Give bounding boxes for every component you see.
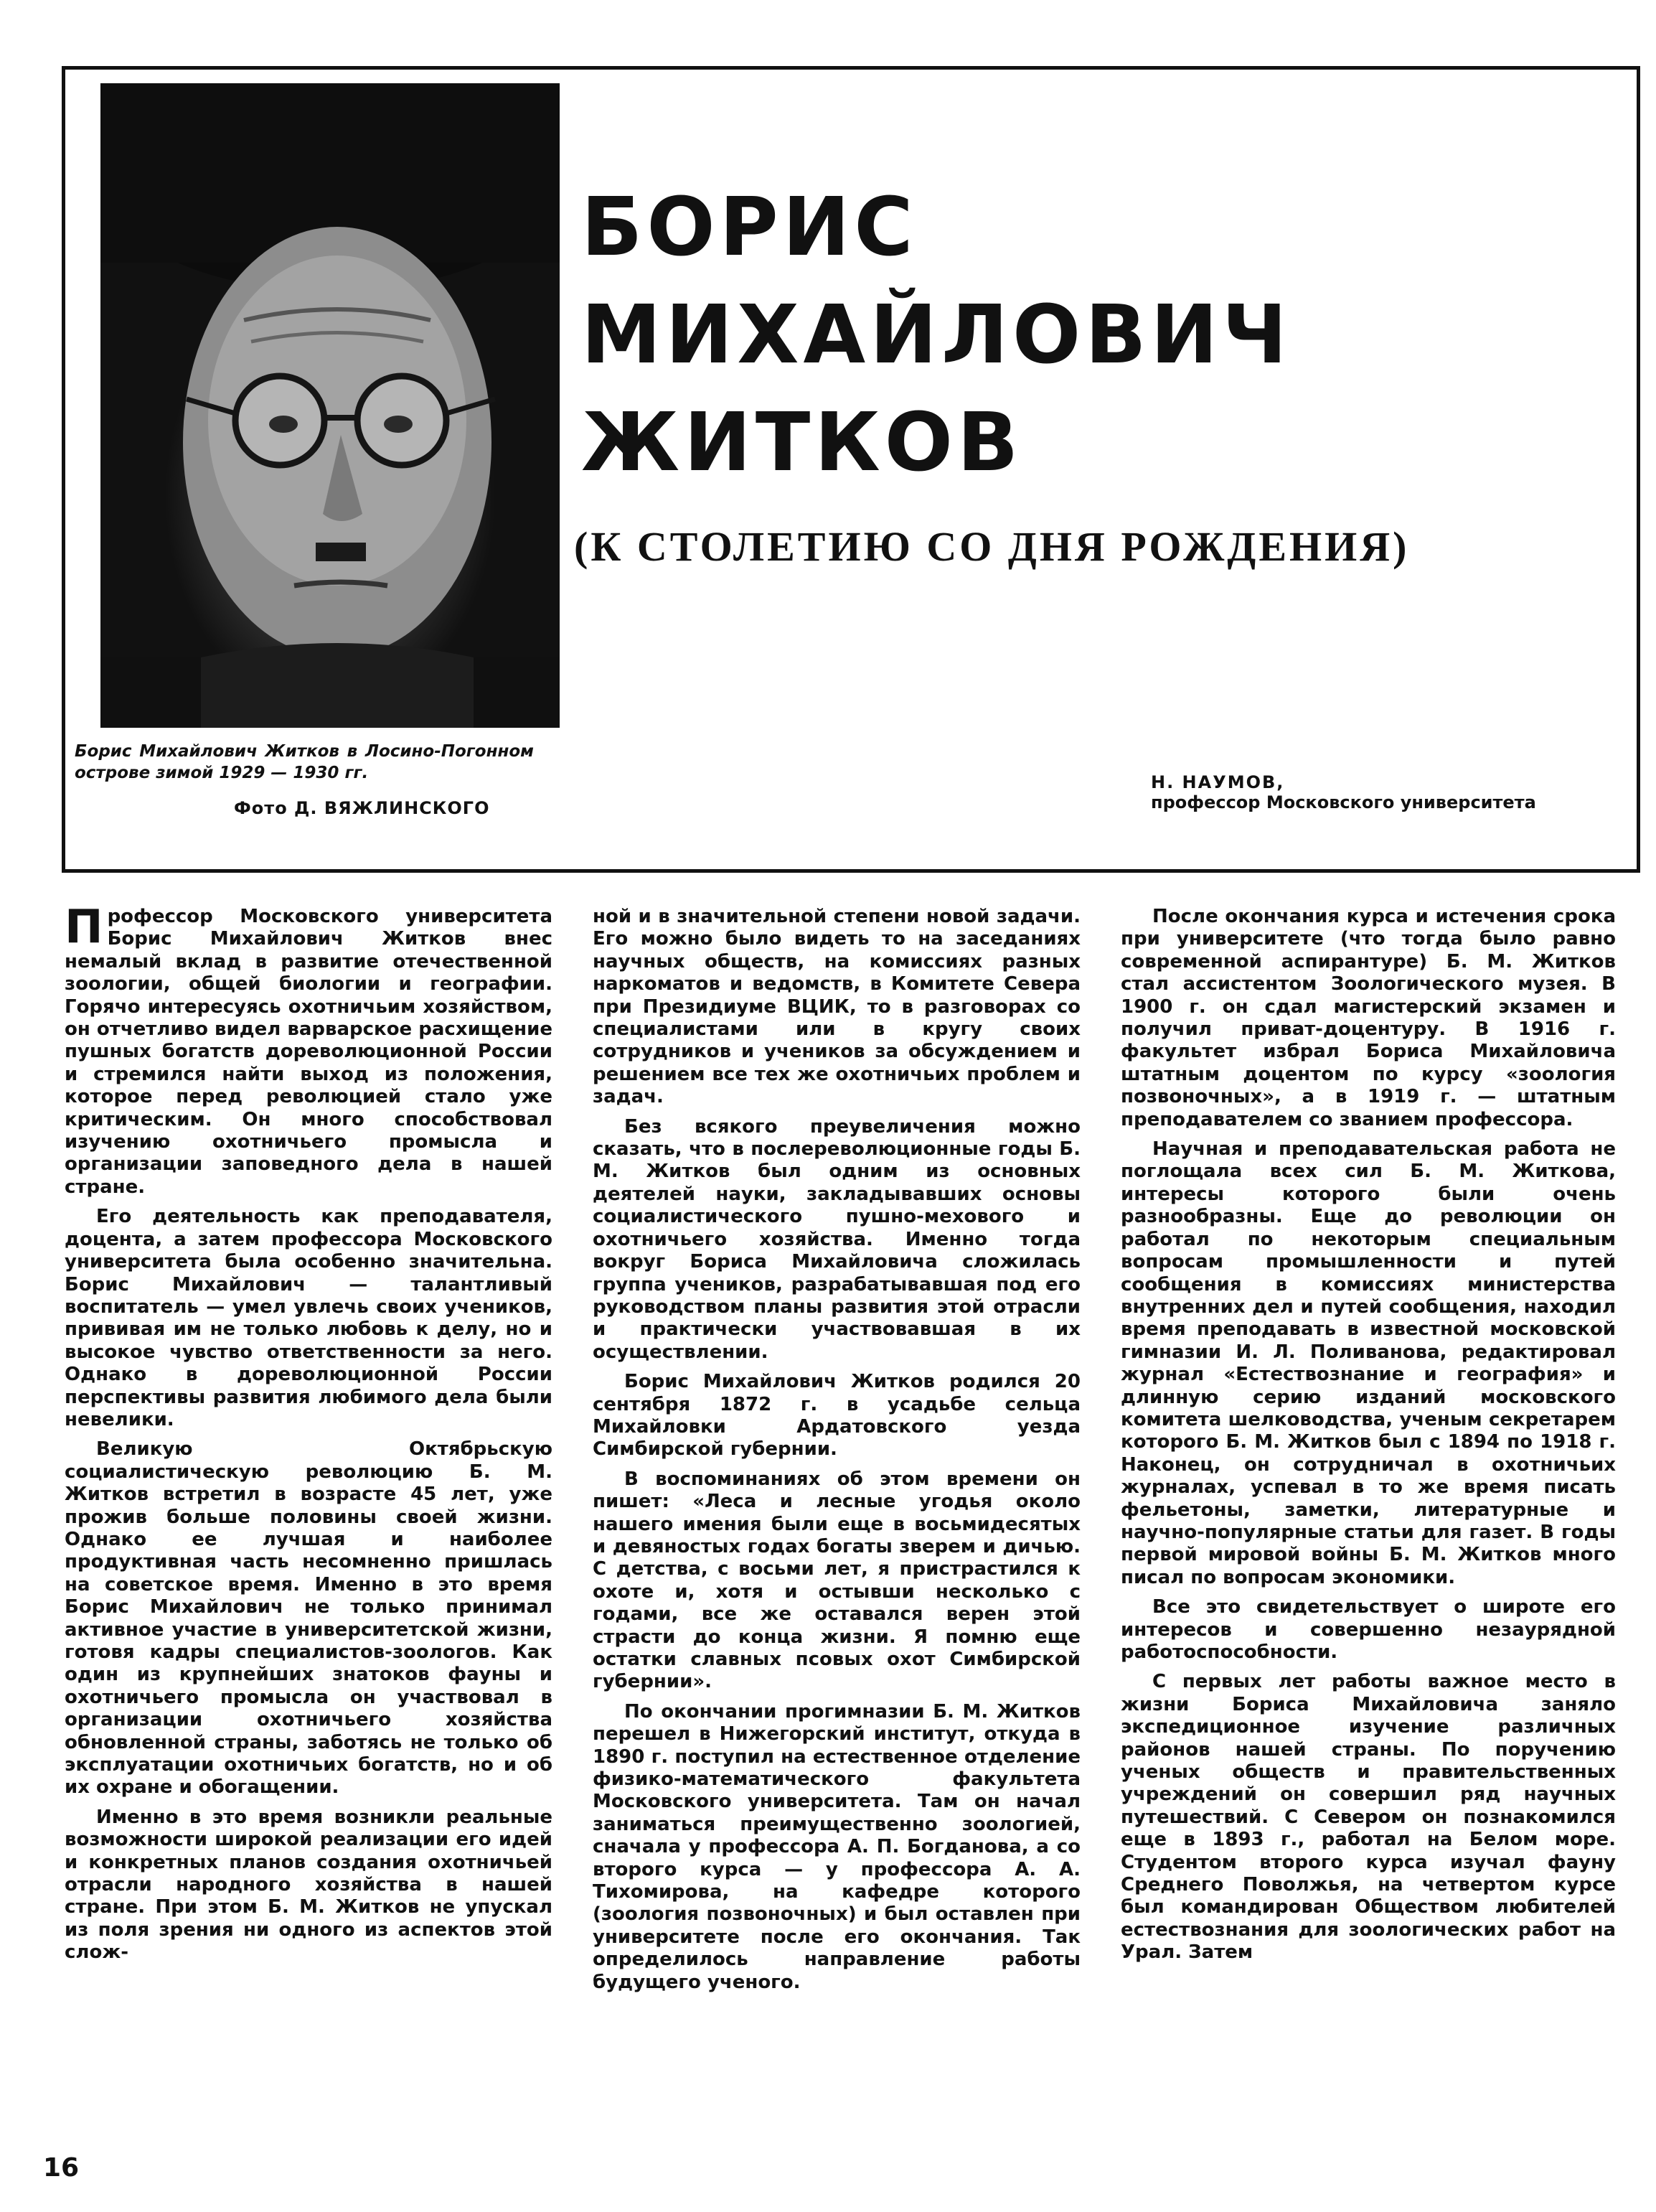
paragraph: Без всякого преувеличения можно сказать, что в послереволюционные годы Б. М. Житков был одним из основных деятелей науки, закладывавших основы социалистического пушно-мехового и охотничьего хозяйства. Именно тогда вокруг Бориса Михайловича сложилась группа учеников, разрабатывавшая под его руководством планы развития этой отрасли и практически участвовавшая в их осуществлении. <box>593 1115 1081 1363</box>
author-title: профессор Московского университета <box>1151 792 1536 812</box>
paragraph: Великую Октябрьскую социалистическую революцию Б. М. Житков встретил в возрасте 45 лет, уже прожив больше половины своей жизни. Однако ее лучшая и наиболее продуктивная часть несомненно пришлась на советское время. Именно в это время Борис Михайлович не только принимал активное участие в университетской жизни, готовя кадры специалистов-зоологов. Как один из крупнейших знатоков фауны и охотничьего промысла он участвовал в организации охотничьего хозяйства обновленной страны, заботясь не только об эксплуатации охотничьих богатств, но и об их охране и обогащении. <box>65 1438 552 1799</box>
paragraph: Научная и преподавательская работа не поглощала всех сил Б. М. Житкова, интересы которого были очень разнообразны. Еще до революции он работал по некоторым специальным вопросам промышленности и путей сообщения в комиссиях министерства внутренних дел и путей сообщения, находил время преподавать в известной московской гимназии И. Л. Поливанова, редактировал журнал «Естествознание и география» и длинную серию изданий московского комитета шелководства, ученым секретарем которого Б. М. Житков был с 1894 по 1918 г. Наконец, он сотрудничал в охотничьих журналах, успевал в то же время писать фельетоны, заметки, литературные и научно-популярные статьи для газет. В годы первой мировой войны Б. М. Житков много писал по вопросам экономики. <box>1121 1138 1616 1588</box>
paragraph: ной и в значительной степени новой задачи. Его можно было видеть то на заседаниях научных обществ, на комиссиях разных наркоматов и ведомств, в Комитете Севера при Президиуме ВЦИК, то в разговорах со специалистами или в кругу своих сотрудников и учеников за обсуждением и решением все тех же охотничьих проблем и задач. <box>593 906 1081 1108</box>
paragraph-text: рофессор Московского университета Борис Михайлович Житков внес немалый вклад в развитие отечественной зоологии, общей биологии и географии. Горячо интересуясь охотничьим хозяйством, он отчетливо видел варварское расхищение пушных богатств дореволюционной России и стремился найти выход из положения, которое перед революцией стало уже критическим. Он много способствовал изучению охотничьего промысла и организации заповедного дела в нашей стране. <box>65 906 552 1198</box>
article-body <box>0 901 1656 2183</box>
paragraph: В воспоминаниях об этом времени он пишет: «Леса и лесные угодья около нашего имения были еще в восьмидесятых и девяностых годах богаты зверем и дичью. С детства, с восьми лет, я пристрастился к охоте и, хотя и остывши несколько с годами, все же оставался верен этой страсти до конца жизни. Я помню еще остатки славных псовых охот Симбирской губернии». <box>593 1468 1081 1693</box>
title-line-2: ЖИТКОВ <box>581 396 1023 489</box>
page-number: 16 <box>43 2153 80 2183</box>
photo-credit: Фото Д. ВЯЖЛИНСКОГО <box>234 798 490 818</box>
paragraph: С первых лет работы важное место в жизни Бориса Михайловича заняло экспедиционное изучение различных районов нашей страны. По поручению ученых обществ и правительственных учреждений он совершил ряд научных путешествий. С Севером он познакомился еще в 1893 г., работал на Белом море. Студентом второго курса изучал фауну Среднего Поволжья, на четвертом курсе был командирован Обществом любителей естествознания для зоологических работ на Урал. Затем <box>1121 1671 1616 1964</box>
paragraph: Именно в это время возникли реальные возможности широкой реализации его идей и конкретных планов создания охотничьей отрасли народного хозяйства в нашей стране. При этом Б. М. Житков не упускал из поля зрения ни одного из аспектов этой слож- <box>65 1806 552 1964</box>
drop-cap: П <box>65 901 103 954</box>
portrait-photo <box>100 83 560 728</box>
paragraph: По окончании прогимназии Б. М. Житков перешел в Нижегорский институт, откуда в 1890 г. поступил на естественное отделение физико-математического факультета Московского университета. Там он начал заниматься преимущественно зоологией, сначала у профессора А. П. Богданова, а со второго курса — у профессора А. А. Тихомирова, на кафедре которого (зоология позвоночных) и был оставлен при университете после его окончания. Так определилось направление работы будущего ученого. <box>593 1700 1081 1993</box>
article-title <box>581 174 1656 497</box>
photo-caption: Борис Михайлович Житков в Лосино-Погонном острове зимой 1929 — 1930 гг. <box>75 742 534 782</box>
article-subtitle: (К СТОЛЕТИЮ СО ДНЯ РОЖДЕНИЯ) <box>574 523 1410 570</box>
author-block <box>1151 772 1624 812</box>
paragraph: После окончания курса и истечения срока при университете (что тогда было равно современной аспирантуре) Б. М. Житков стал ассистентом Зоологического музея. В 1900 г. он сдал магистерский экзамен и получил приват-доцентуру. В 1916 г. факультет избрал Бориса Михайловича штатным доцентом по курсу «зоология позвоночных», а в 1919 г. — штатным преподавателем со званием профессора. <box>1121 906 1616 1130</box>
title-line-1: БОРИС МИХАЙЛОВИЧ <box>581 181 1292 382</box>
paragraph <box>65 901 552 1199</box>
paragraph: Все это свидетельствует о широте его интересов и совершенно незаурядной работоспособности. <box>1121 1596 1616 1663</box>
column-2 <box>593 906 1081 2001</box>
author-name: Н. НАУМОВ, <box>1151 772 1285 792</box>
column-3 <box>1121 906 1616 1972</box>
paragraph: Его деятельность как преподавателя, доцента, а затем профессора Московского университета была особенно значительна. Борис Михайлович — талантливый воспитатель — умел увлечь своих учеников, прививая им не только любовь к делу, но и высокое чувство ответственности за него. Однако в дореволюционной России перспективы развития любимого дела были невелики. <box>65 1206 552 1430</box>
portrait-illustration <box>100 83 560 728</box>
column-1 <box>65 901 552 1972</box>
paragraph: Борис Михайлович Житков родился 20 сентября 1872 г. в усадьбе сельца Михайловки Ардатовского уезда Симбирской губернии. <box>593 1371 1081 1461</box>
